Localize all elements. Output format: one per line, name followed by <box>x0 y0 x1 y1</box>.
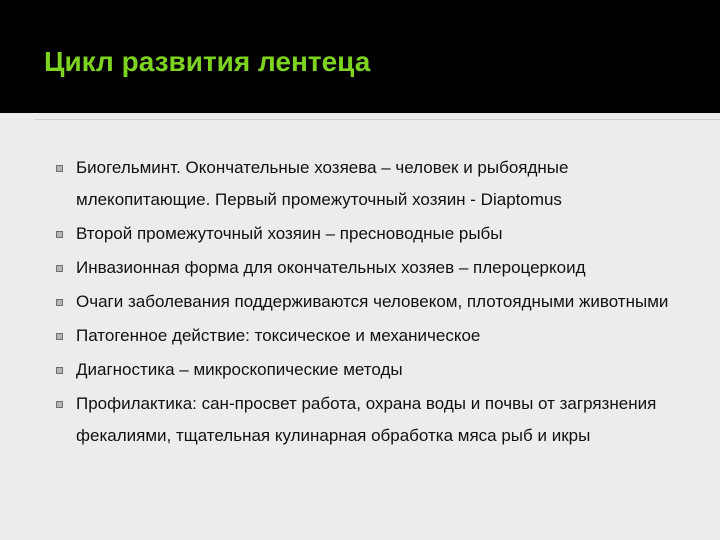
bullet-text: Второй промежуточный хозяин – пресноводные рыбы <box>76 224 503 243</box>
bullet-text: Очаги заболевания поддерживаются человеком, плотоядными животными <box>76 292 669 311</box>
bullet-item <box>0 252 720 284</box>
bullet-item <box>0 320 720 352</box>
title-bar <box>0 0 720 113</box>
square-bullet-icon <box>56 165 63 172</box>
bullet-item <box>0 152 720 216</box>
bullet-text: Профилактика: сан-просвет работа, охрана воды и почвы от загрязнения фекалиями, тщательная кулинарная обработка мяса рыб и икры <box>76 394 657 445</box>
title-divider <box>34 119 720 120</box>
bullet-item <box>0 286 720 318</box>
square-bullet-icon <box>56 401 63 408</box>
square-bullet-icon <box>56 299 63 306</box>
bullet-item <box>0 388 720 452</box>
bullet-text: Биогельминт. Окончательные хозяева – человек и рыбоядные млекопитающие. Первый промежуточный хозяин - Diaptomus <box>76 158 569 209</box>
bullet-text: Патогенное действие: токсическое и механическое <box>76 326 481 345</box>
square-bullet-icon <box>56 231 63 238</box>
square-bullet-icon <box>56 367 63 374</box>
bullet-item <box>0 354 720 386</box>
bullet-text: Диагностика – микроскопические методы <box>76 360 403 379</box>
square-bullet-icon <box>56 333 63 340</box>
square-bullet-icon <box>56 265 63 272</box>
slide-title: Цикл развития лентеца <box>44 46 371 77</box>
bullet-text: Инвазионная форма для окончательных хозяев – плероцеркоид <box>76 258 586 277</box>
bullet-list <box>0 152 720 454</box>
bullet-item <box>0 218 720 250</box>
